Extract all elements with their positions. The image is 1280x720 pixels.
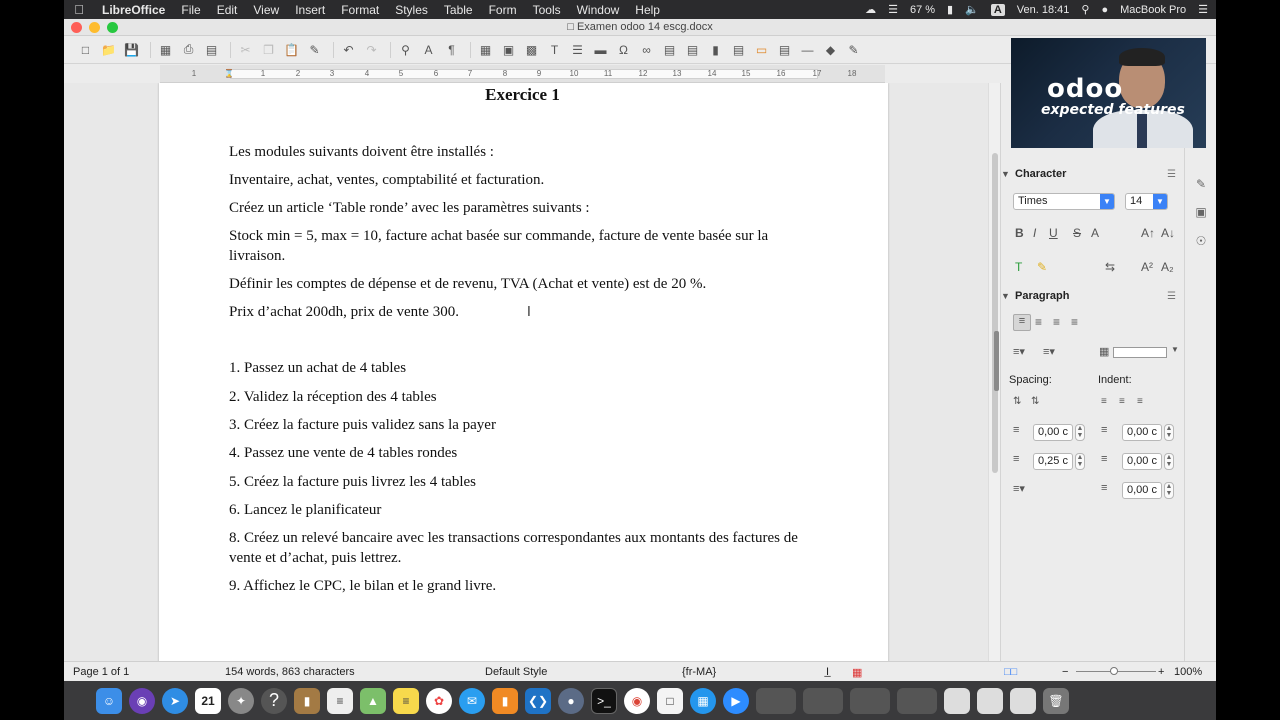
align-left-icon[interactable]: ≡ xyxy=(1013,314,1031,331)
list-item: 2. Validez la réception des 4 tables xyxy=(229,389,437,405)
ruler-number: 17 xyxy=(812,69,822,78)
siri-icon[interactable]: ◉ xyxy=(129,688,155,714)
paragraph: Prix d’achat 200dh, prix de vente 300. xyxy=(229,304,459,320)
gallery-tab-icon[interactable]: ▣ xyxy=(1195,205,1207,219)
calendar-icon[interactable]: 21 xyxy=(195,688,221,714)
page-style[interactable]: Default Style xyxy=(485,666,548,678)
bookmark-icon[interactable]: ▮ xyxy=(712,42,719,57)
copy-icon[interactable]: ❐ xyxy=(263,42,274,57)
line-icon[interactable]: — xyxy=(801,42,814,57)
spacing-label: Spacing: xyxy=(1009,374,1052,386)
menu-app-name[interactable]: LibreOffice xyxy=(102,2,166,17)
ruler-number: 14 xyxy=(707,69,717,78)
zoom-icon[interactable]: ▶ xyxy=(723,688,749,714)
undo-icon[interactable]: ↶ xyxy=(343,42,354,57)
numbering-icon[interactable]: ≡▾ xyxy=(1043,346,1055,358)
ruler-number: 6 xyxy=(433,69,439,78)
ruler-number: 16 xyxy=(776,69,786,78)
before-indent-icon: ≡ xyxy=(1101,424,1108,436)
list-item: 6. Lancez le planificateur xyxy=(229,502,382,518)
menu-format[interactable]: Format xyxy=(341,2,380,17)
spotlight-icon[interactable]: ⚲ xyxy=(1081,4,1090,16)
menu-list-icon[interactable]: ☰ xyxy=(1198,4,1208,16)
paste-icon[interactable]: 📋 xyxy=(284,42,299,57)
battery-percent[interactable]: 67 % xyxy=(909,3,936,16)
messages-icon[interactable]: ✉ xyxy=(459,688,485,714)
document-icon[interactable]: □ xyxy=(657,688,683,714)
title-bar xyxy=(64,19,1216,36)
window-thumbnail[interactable] xyxy=(756,688,796,714)
decrease-indent-icon[interactable]: ≡ xyxy=(1119,396,1125,407)
save-icon[interactable]: 💾 xyxy=(124,42,139,57)
ruler-number: 11 xyxy=(603,69,613,78)
minimize-window-button[interactable] xyxy=(89,22,100,33)
safari-icon[interactable]: ➤ xyxy=(162,688,188,714)
launchpad-icon[interactable]: ✦ xyxy=(228,688,254,714)
presenter-hair xyxy=(1119,48,1165,66)
collapse-icon[interactable]: ▼ xyxy=(1001,291,1010,301)
books-icon[interactable]: ▮ xyxy=(492,688,518,714)
more-options-icon[interactable]: ☰ xyxy=(1167,291,1176,302)
insert-chart-icon[interactable]: ▩ xyxy=(525,42,538,57)
below-spacing-stepper[interactable]: ▲ ▼ xyxy=(1076,454,1084,468)
insert-mode-icon[interactable]: I̲ xyxy=(826,666,830,678)
above-spacing-stepper[interactable]: ▲ ▼ xyxy=(1076,425,1084,439)
hyperlink-icon[interactable]: ∞ xyxy=(642,42,651,57)
bold-icon[interactable]: B xyxy=(1015,226,1024,240)
window-thumbnail[interactable] xyxy=(944,688,970,714)
insert-image-icon[interactable]: ▣ xyxy=(502,42,515,57)
increase-spacing-icon[interactable]: ⇅ xyxy=(1013,396,1022,407)
before-indent-field[interactable]: 0,00 c xyxy=(1122,424,1162,441)
ruler-number: 13 xyxy=(672,69,682,78)
menu-view[interactable]: View xyxy=(253,2,280,17)
window-thumbnail[interactable] xyxy=(897,688,937,714)
scrollbar-thumb[interactable] xyxy=(992,153,998,473)
toolbar-separator xyxy=(150,42,151,58)
open-folder-icon[interactable]: 📁 xyxy=(101,42,116,57)
paragraph: Stock min = 5, max = 10, facture achat basée sur commande, facture de vente basée sur la livraison. xyxy=(229,228,769,264)
odoo-logo: odoo xyxy=(1047,74,1124,104)
presenter-tie xyxy=(1137,114,1147,148)
ruler-number: 7 xyxy=(467,69,473,78)
export-pdf-icon[interactable]: ▦ xyxy=(159,42,172,57)
bullets-icon[interactable]: ≡▾ xyxy=(1013,346,1025,358)
font-color-icon[interactable]: T xyxy=(1015,260,1023,274)
user-icon[interactable]: ● xyxy=(1101,3,1109,16)
toolbar-separator xyxy=(390,42,391,58)
chevron-down-icon[interactable]: ▼ xyxy=(1100,194,1114,209)
toolbar-separator xyxy=(230,42,231,58)
window-title: Examen odoo 14 escg.docx xyxy=(576,21,713,33)
line-spacing-icon[interactable]: ≡▾ xyxy=(1013,483,1025,495)
comment-icon[interactable]: ▭ xyxy=(755,42,768,57)
app-icon[interactable]: ● xyxy=(558,688,584,714)
list-item: 5. Créez la facture puis livrez les 4 tables xyxy=(229,474,476,490)
list-item: 1. Passez un achat de 4 tables xyxy=(229,360,407,376)
menu-form[interactable]: Form xyxy=(488,2,517,17)
input-source-icon[interactable]: A xyxy=(991,4,1005,16)
new-document-icon[interactable]: □ xyxy=(81,42,90,57)
ruler-number: 2 xyxy=(295,69,301,78)
clock[interactable]: Ven. 18:41 xyxy=(1016,3,1070,16)
font-size-combo[interactable] xyxy=(1125,193,1168,210)
paragraph: Créez un article ‘Table ronde’ avec les paramètres suivants : xyxy=(229,200,590,216)
properties-tab-icon[interactable]: ✎ xyxy=(1195,177,1207,191)
background-color-icon[interactable]: ▦ xyxy=(1099,346,1110,358)
font-size-value: 14 xyxy=(1130,195,1143,207)
ruler-number: 1 xyxy=(191,69,197,78)
below-spacing-icon: ≡ xyxy=(1013,453,1020,465)
stickies-icon[interactable]: ≡ xyxy=(393,688,419,714)
window-thumbnail[interactable] xyxy=(803,688,843,714)
highlight-icon[interactable]: ✎ xyxy=(1037,260,1048,274)
list-item: 9. Affichez le CPC, le bilan et le grand livre. xyxy=(229,578,497,594)
align-right-icon[interactable]: ≡ xyxy=(1053,315,1061,329)
cloud-icon[interactable]: ☁ xyxy=(865,4,877,16)
ruler-number: 8 xyxy=(502,69,508,78)
properties-sidebar xyxy=(1000,83,1184,661)
menu-bar xyxy=(64,0,1216,19)
ruler-text-area xyxy=(230,69,818,79)
special-character-icon[interactable]: Ω xyxy=(619,42,628,57)
shrink-font-icon[interactable]: A↓ xyxy=(1161,226,1176,240)
hanging-indent-icon[interactable]: ≡ xyxy=(1137,396,1143,407)
justify-icon[interactable]: ≡ xyxy=(1071,315,1079,329)
cross-reference-icon[interactable]: ▤ xyxy=(732,42,745,57)
after-indent-field[interactable]: 0,00 c xyxy=(1122,453,1162,470)
document-modified-icon[interactable]: ▦ xyxy=(852,667,863,679)
draw-functions-icon[interactable]: ✎ xyxy=(848,42,859,57)
menu-tools[interactable]: Tools xyxy=(532,2,561,17)
webcam-overlay xyxy=(1011,38,1206,148)
wifi-icon[interactable]: ☰ xyxy=(888,4,898,16)
page-count[interactable]: Page 1 of 1 xyxy=(73,666,130,678)
ruler-number: 3 xyxy=(329,69,335,78)
document-area[interactable] xyxy=(64,83,988,661)
terminal-icon[interactable]: >_ xyxy=(591,688,617,714)
grow-font-icon[interactable]: A↑ xyxy=(1141,226,1156,240)
background-color-swatch[interactable] xyxy=(1113,347,1167,358)
italic-icon[interactable]: I xyxy=(1033,226,1037,240)
zoom-level[interactable]: 100% xyxy=(1174,666,1203,678)
doc-icon: □ xyxy=(567,21,577,33)
computer-name[interactable]: MacBook Pro xyxy=(1120,3,1187,16)
spelling-icon[interactable]: A xyxy=(424,42,433,57)
ruler-number: 18 xyxy=(847,69,857,78)
ruler-number: 10 xyxy=(569,69,579,78)
paragraph: Les modules suivants doivent être installés : xyxy=(229,144,494,160)
list-item: 8. Créez un relevé bancaire avec les transactions correspondantes aux montants des factures de vente et d’achat, puis lettrez. xyxy=(229,530,798,566)
toolbar-separator xyxy=(470,42,471,58)
apple-icon[interactable] xyxy=(64,2,94,17)
status-bar xyxy=(64,661,1216,681)
print-preview-icon[interactable]: ▤ xyxy=(205,42,218,57)
ruler-indent-icon[interactable]: ⌛ xyxy=(224,69,234,78)
reminders-icon[interactable]: ≡ xyxy=(327,688,353,714)
toolbar-separator xyxy=(333,42,334,58)
list-item: 4. Passez une vente de 4 tables rondes xyxy=(229,445,458,461)
ruler-number: 9 xyxy=(536,69,542,78)
ruler-number: 15 xyxy=(741,69,751,78)
notes-folder-icon[interactable]: ▮ xyxy=(294,688,320,714)
document-page[interactable] xyxy=(159,83,888,661)
finder-icon[interactable]: ☺ xyxy=(96,688,122,714)
indent-label: Indent: xyxy=(1098,374,1132,386)
formatting-marks-icon[interactable]: ¶ xyxy=(448,42,455,57)
increase-indent-icon[interactable]: ≡ xyxy=(1101,396,1107,407)
superscript-icon[interactable]: A² xyxy=(1141,260,1153,274)
align-center-icon[interactable]: ≡ xyxy=(1035,315,1043,329)
first-line-indent-icon: ≡ xyxy=(1101,482,1108,494)
window-thumbnail[interactable] xyxy=(977,688,1003,714)
paragraph-section-title[interactable]: Paragraph xyxy=(1015,290,1070,302)
zoom-out-icon[interactable]: − xyxy=(1062,666,1069,678)
navigator-tab-icon[interactable]: ☉ xyxy=(1195,234,1207,248)
view-layout-icon[interactable]: □□ xyxy=(1004,666,1018,678)
paragraph: Définir les comptes de dépense et de revenu, TVA (Achat et vente) est de 20 %. xyxy=(229,276,707,292)
decrease-spacing-icon[interactable]: ⇅ xyxy=(1031,396,1040,407)
font-name-combo[interactable] xyxy=(1013,193,1115,210)
above-spacing-field[interactable]: 0,00 c xyxy=(1033,424,1073,441)
font-name-value: Times xyxy=(1018,195,1048,207)
ruler-number: 4 xyxy=(364,69,370,78)
menu-window[interactable]: Window xyxy=(576,2,620,17)
word-count[interactable]: 154 words, 863 characters xyxy=(225,666,355,678)
before-indent-stepper[interactable]: ▲ ▼ xyxy=(1165,425,1173,439)
above-spacing-icon: ≡ xyxy=(1013,424,1020,436)
window-thumbnail[interactable] xyxy=(1010,688,1036,714)
character-section-title[interactable]: Character xyxy=(1015,168,1067,180)
exercise-heading: Exercice 1 xyxy=(485,85,560,104)
ruler-number: 1 xyxy=(260,69,266,78)
text-cursor-icon: I xyxy=(527,305,531,320)
footnote-icon[interactable]: ▤ xyxy=(663,42,676,57)
insert-table-icon[interactable]: ▦ xyxy=(479,42,492,57)
find-replace-icon[interactable]: ⚲ xyxy=(401,42,410,57)
zoom-window-button[interactable] xyxy=(107,22,118,33)
close-window-button[interactable] xyxy=(71,22,82,33)
after-indent-icon: ≡ xyxy=(1101,453,1108,465)
strikethrough-icon[interactable]: S xyxy=(1073,226,1082,240)
subscript-icon[interactable]: A₂ xyxy=(1161,260,1174,274)
menu-insert[interactable]: Insert xyxy=(295,2,326,17)
chevron-down-icon[interactable]: ▼ xyxy=(1171,345,1179,354)
track-changes-icon[interactable]: ▤ xyxy=(778,42,791,57)
character-spacing-icon[interactable]: ⇆ xyxy=(1105,260,1116,274)
first-line-indent-stepper[interactable]: ▲ ▼ xyxy=(1165,483,1173,497)
photos-icon[interactable]: ✿ xyxy=(426,688,452,714)
below-spacing-field[interactable]: 0,25 c xyxy=(1033,453,1073,470)
dock xyxy=(64,681,1216,720)
battery-icon[interactable]: ▮ xyxy=(947,4,954,16)
paragraph: Inventaire, achat, ventes, comptabilité et facturation. xyxy=(229,172,545,188)
volume-icon[interactable]: 🔈 xyxy=(965,4,979,16)
list-item: 3. Créez la facture puis validez sans la payer xyxy=(229,417,496,433)
odoo-tagline: expected features xyxy=(1041,102,1185,118)
endnote-icon[interactable]: ▤ xyxy=(686,42,699,57)
ruler-number: 12 xyxy=(638,69,648,78)
menu-file[interactable]: File xyxy=(181,2,201,17)
menu-help[interactable]: Help xyxy=(635,2,660,17)
language[interactable]: {fr-MA} xyxy=(682,666,717,678)
zoom-slider-handle[interactable] xyxy=(1110,667,1118,675)
insert-field-icon[interactable]: ▬ xyxy=(594,42,607,57)
maps-icon[interactable]: ▲ xyxy=(360,688,386,714)
more-options-icon[interactable]: ☰ xyxy=(1167,169,1176,180)
insert-textbox-icon[interactable]: T xyxy=(550,42,559,57)
chrome-icon[interactable]: ◉ xyxy=(624,688,650,714)
vscode-icon[interactable]: ❮❯ xyxy=(525,688,551,714)
collapse-icon[interactable]: ▼ xyxy=(1001,169,1010,179)
window-thumbnail[interactable] xyxy=(850,688,890,714)
help-icon[interactable]: ? xyxy=(261,688,287,714)
basic-shapes-icon[interactable]: ◆ xyxy=(825,42,836,57)
chevron-down-icon[interactable]: ▼ xyxy=(1153,194,1167,209)
print-icon[interactable]: ⎙ xyxy=(183,42,194,56)
horizontal-ruler[interactable] xyxy=(160,65,885,83)
sidebar-resize-handle[interactable] xyxy=(994,331,999,391)
sidebar-tab-bar xyxy=(1184,83,1216,661)
clone-format-icon[interactable]: ✎ xyxy=(309,42,320,57)
menu-edit[interactable]: Edit xyxy=(216,2,238,17)
underline-icon[interactable]: U xyxy=(1049,226,1058,240)
page-break-icon[interactable]: ☰ xyxy=(572,42,583,57)
after-indent-stepper[interactable]: ▲ ▼ xyxy=(1165,454,1173,468)
redo-icon[interactable]: ↷ xyxy=(366,42,377,57)
trash-icon[interactable]: 🗑 xyxy=(1043,688,1069,714)
menu-table[interactable]: Table xyxy=(443,2,473,17)
docker-icon[interactable]: ▦ xyxy=(690,688,716,714)
cut-icon[interactable]: ✂ xyxy=(240,42,251,57)
menu-styles[interactable]: Styles xyxy=(395,2,428,17)
first-line-indent-field[interactable]: 0,00 c xyxy=(1122,482,1162,499)
shadow-icon[interactable]: A xyxy=(1091,226,1100,240)
ruler-number: 5 xyxy=(398,69,404,78)
zoom-in-icon[interactable]: + xyxy=(1158,666,1165,678)
